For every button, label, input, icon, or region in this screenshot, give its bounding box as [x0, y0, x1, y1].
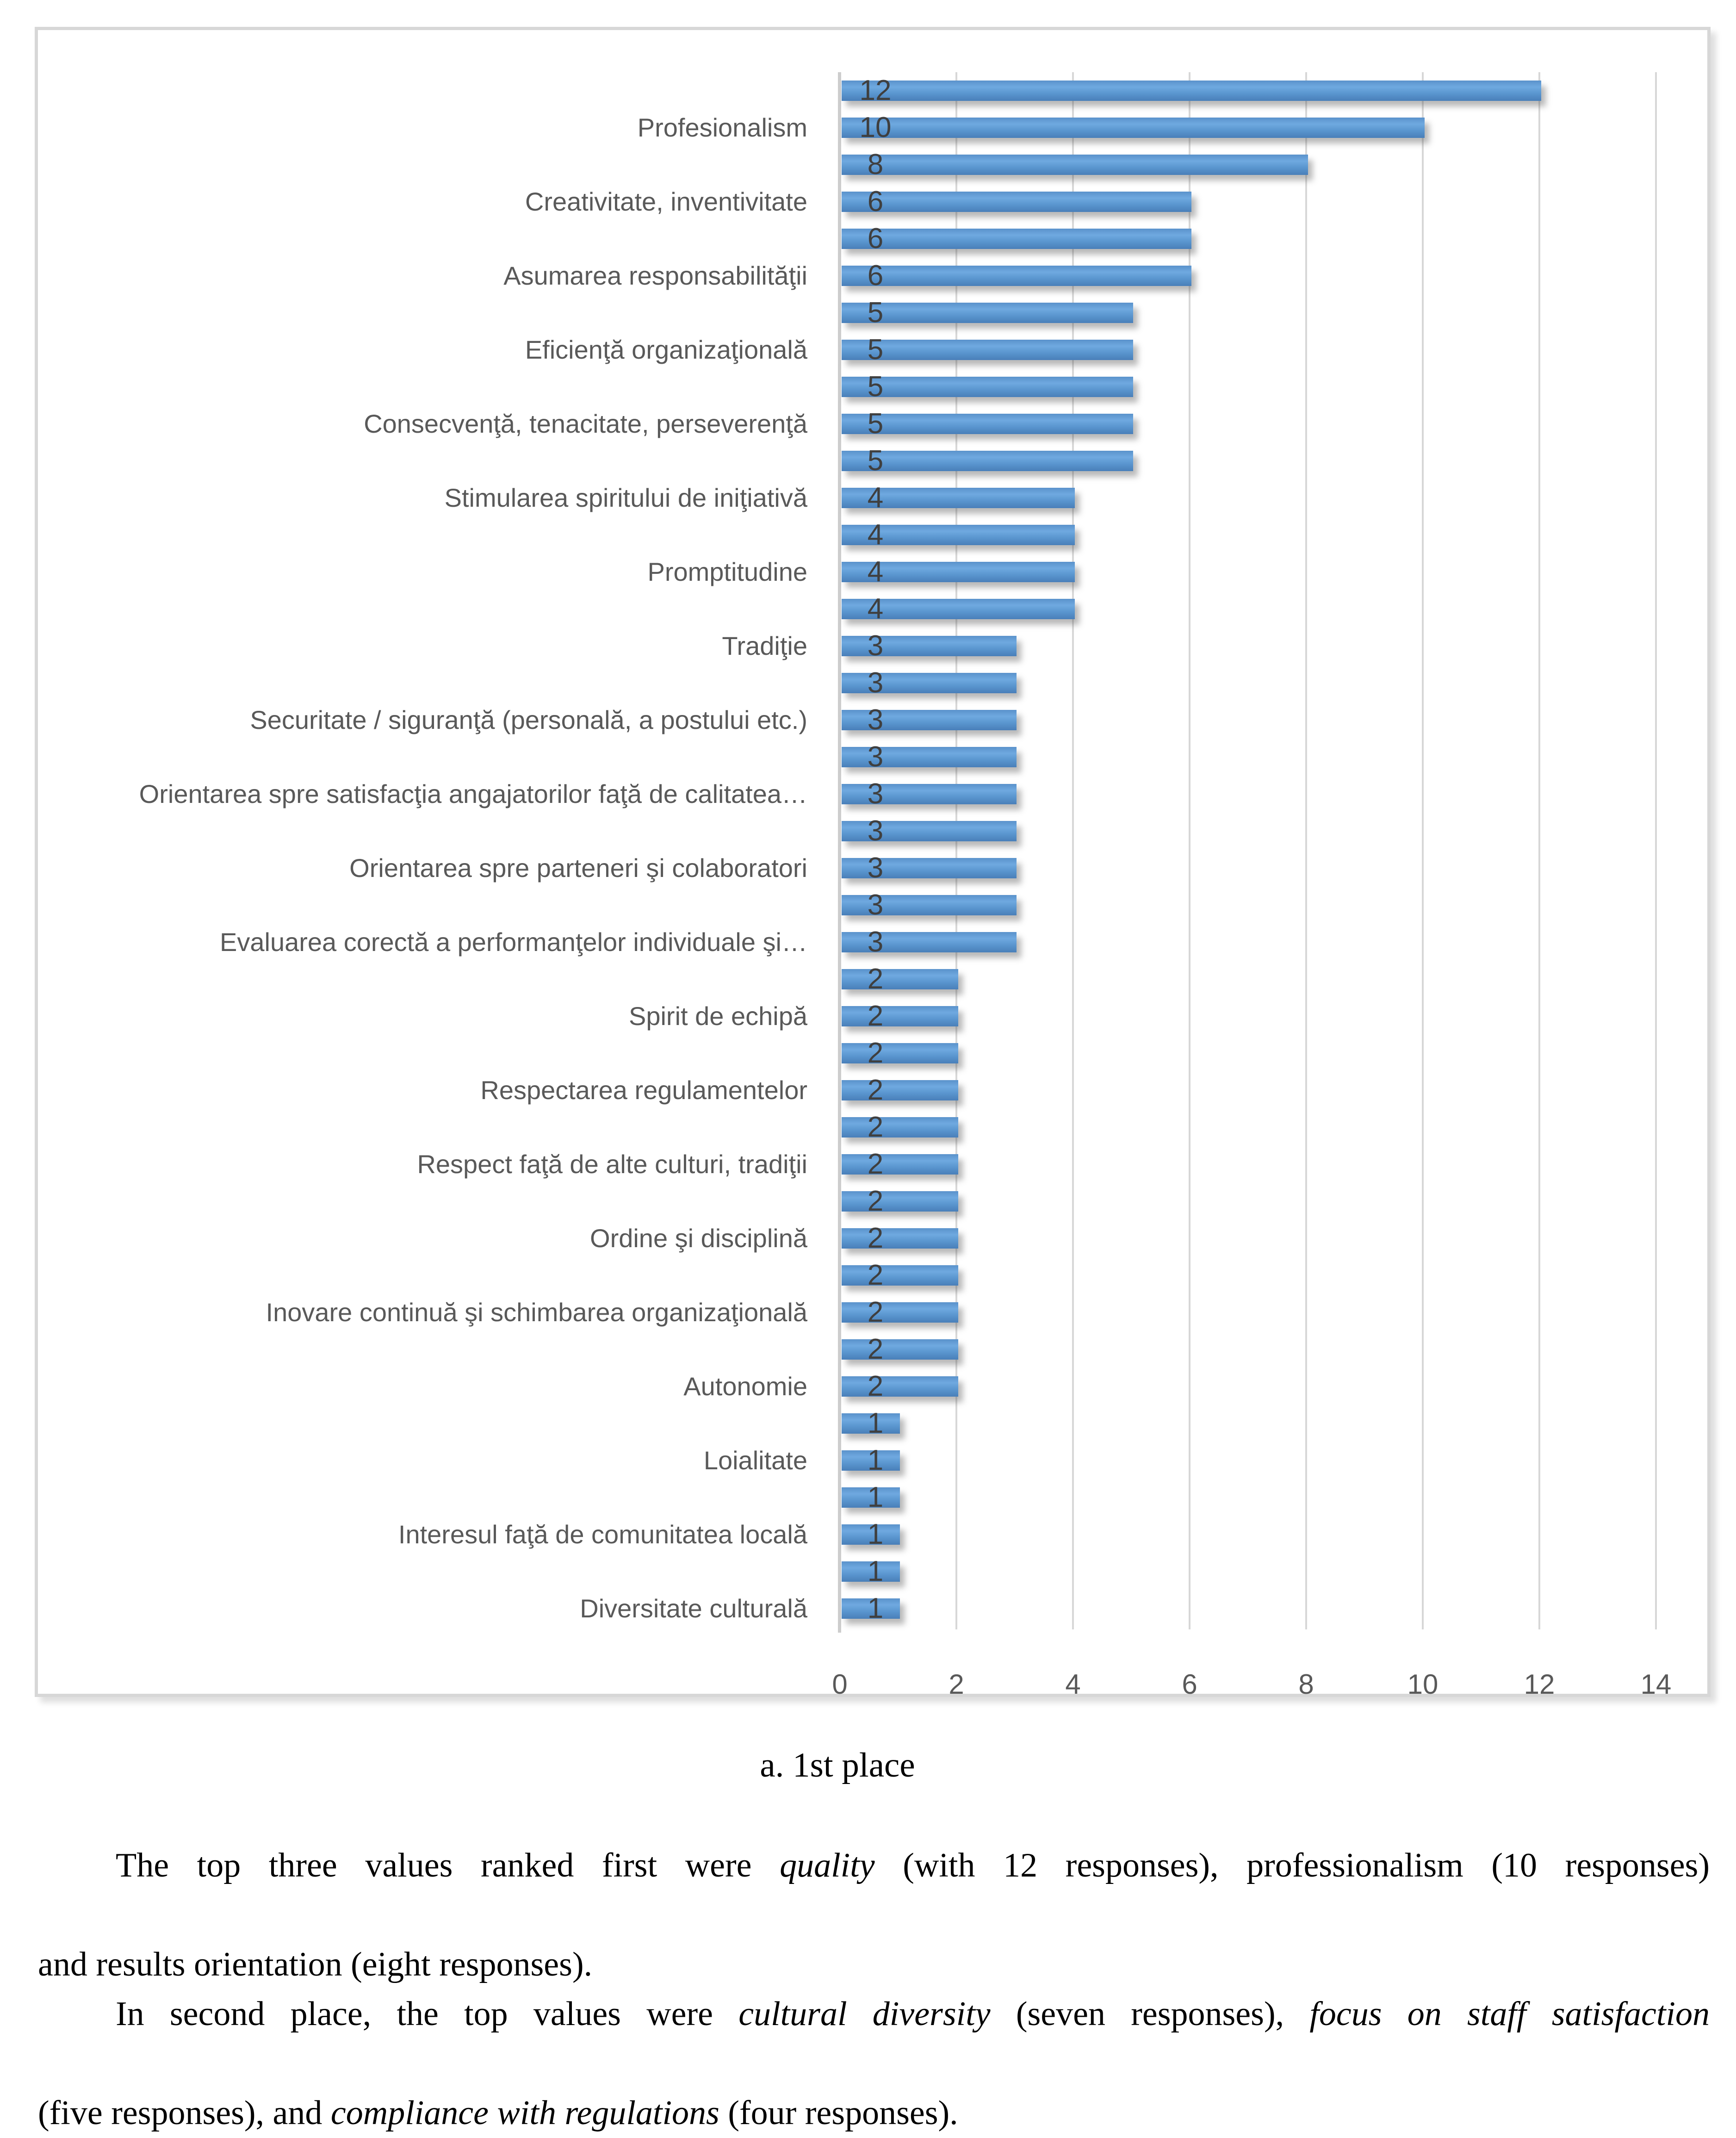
category-axis-label: Securitate / siguranţă (personală, a postului etc.) — [250, 705, 807, 734]
x-tick-label: 12 — [1524, 1669, 1555, 1700]
category-axis-label: Loialitate — [703, 1446, 807, 1475]
gridline — [1422, 72, 1424, 1629]
body-paragraph — [38, 1989, 1710, 2138]
bar-value-label: 12 — [859, 75, 892, 106]
bar-value-label: 5 — [867, 445, 884, 477]
gridline — [1655, 72, 1657, 1629]
category-axis-label: Orientarea spre satisfacţia angajatorilor faţă de calitatea… — [139, 779, 807, 808]
category-axis-label: Diversitate culturală — [580, 1594, 807, 1623]
category-axis-label: Stimularea spiritului de iniţiativă — [444, 483, 807, 512]
bar-value-label: 5 — [867, 297, 884, 329]
text-line — [38, 1940, 1710, 1989]
bar-value-label: 3 — [867, 889, 884, 921]
italic-text: quality — [780, 1846, 875, 1884]
bar-value-label: 6 — [867, 223, 884, 255]
text-line — [38, 1841, 1710, 1940]
bar-value-label: 6 — [867, 260, 884, 292]
bar-value-label: 5 — [867, 408, 884, 440]
category-axis-label: Respectarea regulamentelor — [480, 1075, 807, 1105]
category-axis-label: Autonomie — [683, 1372, 807, 1401]
bar-value-label: 3 — [867, 815, 884, 847]
body-text — [38, 1841, 1710, 2138]
bar-value-label: 2 — [867, 1370, 884, 1402]
x-tick-label: 4 — [1065, 1669, 1081, 1700]
bar-value-label: 10 — [859, 112, 892, 143]
bar-value-label: 2 — [867, 963, 884, 995]
bar-value-label: 1 — [867, 1444, 884, 1476]
bar-value-label: 5 — [867, 371, 884, 403]
plain-text: (five responses), and — [38, 2094, 331, 2132]
plain-text: (four responses). — [719, 2094, 958, 2132]
gridline — [1305, 72, 1307, 1629]
bar-value-label: 3 — [867, 704, 884, 736]
category-axis-label: Ordine şi disciplină — [590, 1224, 807, 1253]
category-axis-line — [838, 72, 841, 1633]
category-axis-label: Creativitate, inventivitate — [525, 187, 807, 216]
bar — [842, 118, 1425, 138]
bar-value-label: 1 — [867, 1407, 884, 1439]
x-tick-label: 6 — [1182, 1669, 1197, 1700]
bar-value-label: 2 — [867, 1037, 884, 1069]
bar-value-label: 2 — [867, 1259, 884, 1291]
bar-value-label: 2 — [867, 1296, 884, 1328]
bar-value-label: 2 — [867, 1333, 884, 1365]
x-tick-label: 8 — [1298, 1669, 1314, 1700]
bar-value-label: 4 — [867, 519, 884, 551]
category-axis-label: Spirit de echipă — [628, 1001, 807, 1031]
category-axis-label: Evaluarea corectă a performanţelor individuale şi… — [220, 927, 807, 957]
bar — [842, 81, 1541, 101]
category-axis-label: Interesul faţă de comunitatea locală — [398, 1520, 807, 1549]
bar-value-label: 1 — [867, 1555, 884, 1587]
category-axis-label: Eficienţă organizaţională — [525, 335, 807, 364]
category-axis-label: Respect faţă de alte culturi, tradiţii — [417, 1150, 807, 1179]
bar-value-label: 3 — [867, 667, 884, 699]
category-axis-label: Promptitudine — [647, 557, 807, 586]
bar-value-label: 2 — [867, 1222, 884, 1254]
body-paragraph — [38, 1841, 1710, 1989]
bar-value-label: 3 — [867, 926, 884, 958]
bar-value-label: 4 — [867, 482, 884, 514]
bar-value-label: 2 — [867, 1000, 884, 1032]
x-tick-label: 0 — [832, 1669, 848, 1700]
italic-text: cultural diversity — [738, 1995, 991, 2033]
category-axis-label: Profesionalism — [637, 113, 807, 142]
category-axis-label: Asumarea responsabilităţii — [503, 261, 807, 290]
category-axis-label: Inovare continuă şi schimbarea organizaţională — [266, 1298, 807, 1327]
plain-text: The top three values ranked first were — [116, 1846, 780, 1884]
category-axis-label: Consecvenţă, tenacitate, perseverenţă — [364, 409, 807, 438]
text-line — [38, 2088, 1710, 2138]
bar-value-label: 3 — [867, 778, 884, 810]
bar-value-label: 3 — [867, 630, 884, 662]
figure-caption: a. 1st place — [760, 1746, 915, 1784]
category-axis-label: Tradiţie — [722, 631, 807, 660]
bar-value-label: 1 — [867, 1592, 884, 1624]
bar-value-label: 1 — [867, 1518, 884, 1550]
plain-text: (with 12 responses), professionalism (10 responses) — [874, 1846, 1710, 1884]
gridline — [1538, 72, 1540, 1629]
italic-text: focus on staff satisfaction — [1309, 1995, 1710, 2033]
bar-value-label: 4 — [867, 556, 884, 588]
x-tick-label: 14 — [1640, 1669, 1672, 1700]
gridline — [1189, 72, 1190, 1629]
bar-value-label: 5 — [867, 334, 884, 366]
bar-value-label: 4 — [867, 593, 884, 625]
plain-text: and results orientation (eight responses). — [38, 1945, 593, 1983]
plain-text: In second place, the top values were — [116, 1995, 739, 2033]
bar-value-label: 3 — [867, 741, 884, 773]
bar-value-label: 1 — [867, 1481, 884, 1513]
x-tick-label: 10 — [1407, 1669, 1438, 1700]
bar-value-label: 2 — [867, 1185, 884, 1217]
category-axis-label: Orientarea spre parteneri şi colaboratori — [349, 853, 807, 883]
bar-value-label: 2 — [867, 1074, 884, 1106]
x-tick-label: 2 — [949, 1669, 964, 1700]
italic-text: compliance with regulations — [330, 2094, 719, 2132]
text-line — [38, 1989, 1710, 2088]
bar-value-label: 8 — [867, 149, 884, 180]
bar-value-label: 3 — [867, 852, 884, 884]
bar-value-label: 2 — [867, 1111, 884, 1143]
bar-value-label: 2 — [867, 1148, 884, 1180]
bar — [842, 155, 1308, 175]
plain-text: (seven responses), — [990, 1995, 1310, 2033]
bar-value-label: 6 — [867, 186, 884, 218]
